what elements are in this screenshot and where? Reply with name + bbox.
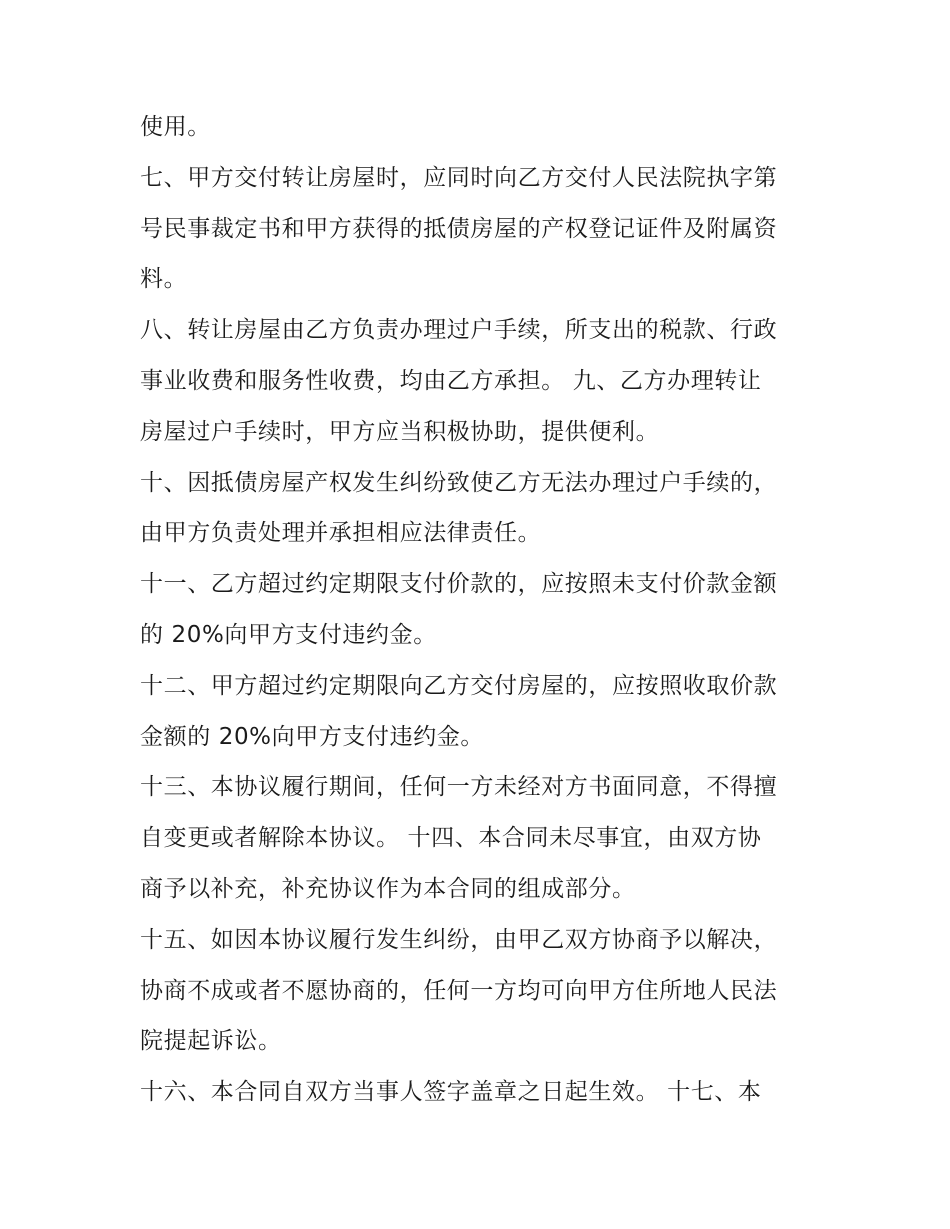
text-line: 由甲方负责处理并承担相应法律责任。 [140, 520, 542, 547]
text-line: 料。 [140, 266, 188, 293]
text-line: 事业收费和服务性收费，均由乙方承担。 九、乙方办理转让 [140, 367, 762, 394]
text-line: 院提起诉讼。 [140, 1028, 282, 1055]
text-line: 十二、甲方超过约定期限向乙方交付房屋的，应按照收取价款 [140, 672, 778, 699]
text-line: 房屋过户手续时，甲方应当积极协助，提供便利。 [140, 418, 660, 445]
text-line: 的 20%向甲方支付违约金。 [140, 621, 437, 648]
text-line: 十五、如因本协议履行发生纠纷，由甲乙双方协商予以解决， [140, 926, 778, 953]
text-line: 自变更或者解除本协议。 十四、本合同未尽事宜，由双方协 [140, 825, 762, 852]
text-line: 商予以补充，补充协议作为本合同的组成部分。 [140, 875, 636, 902]
text-line: 使用。 [140, 114, 211, 140]
text-line: 七、甲方交付转让房屋时，应同时向乙方交付人民法院执字第 [140, 164, 778, 191]
text-line: 协商不成或者不愿协商的，任何一方均可向甲方住所地人民法 [140, 977, 778, 1004]
text-line: 十六、本合同自双方当事人签字盖章之日起生效。 十七、本 [140, 1079, 762, 1106]
text-line: 十三、本协议履行期间，任何一方未经对方书面同意，不得擅 [140, 774, 778, 801]
text-line: 号民事裁定书和甲方获得的抵债房屋的产权登记证件及附属资 [140, 215, 778, 242]
text-line: 十、因抵债房屋产权发生纠纷致使乙方无法办理过户手续的， [140, 469, 778, 496]
text-line: 八、转让房屋由乙方负责办理过户手续，所支出的税款、行政 [140, 317, 778, 344]
text-line: 金额的 20%向甲方支付违约金。 [140, 723, 485, 750]
document-body [140, 102, 820, 1118]
text-line: 十一、乙方超过约定期限支付价款的，应按照未支付价款金额 [140, 571, 778, 598]
